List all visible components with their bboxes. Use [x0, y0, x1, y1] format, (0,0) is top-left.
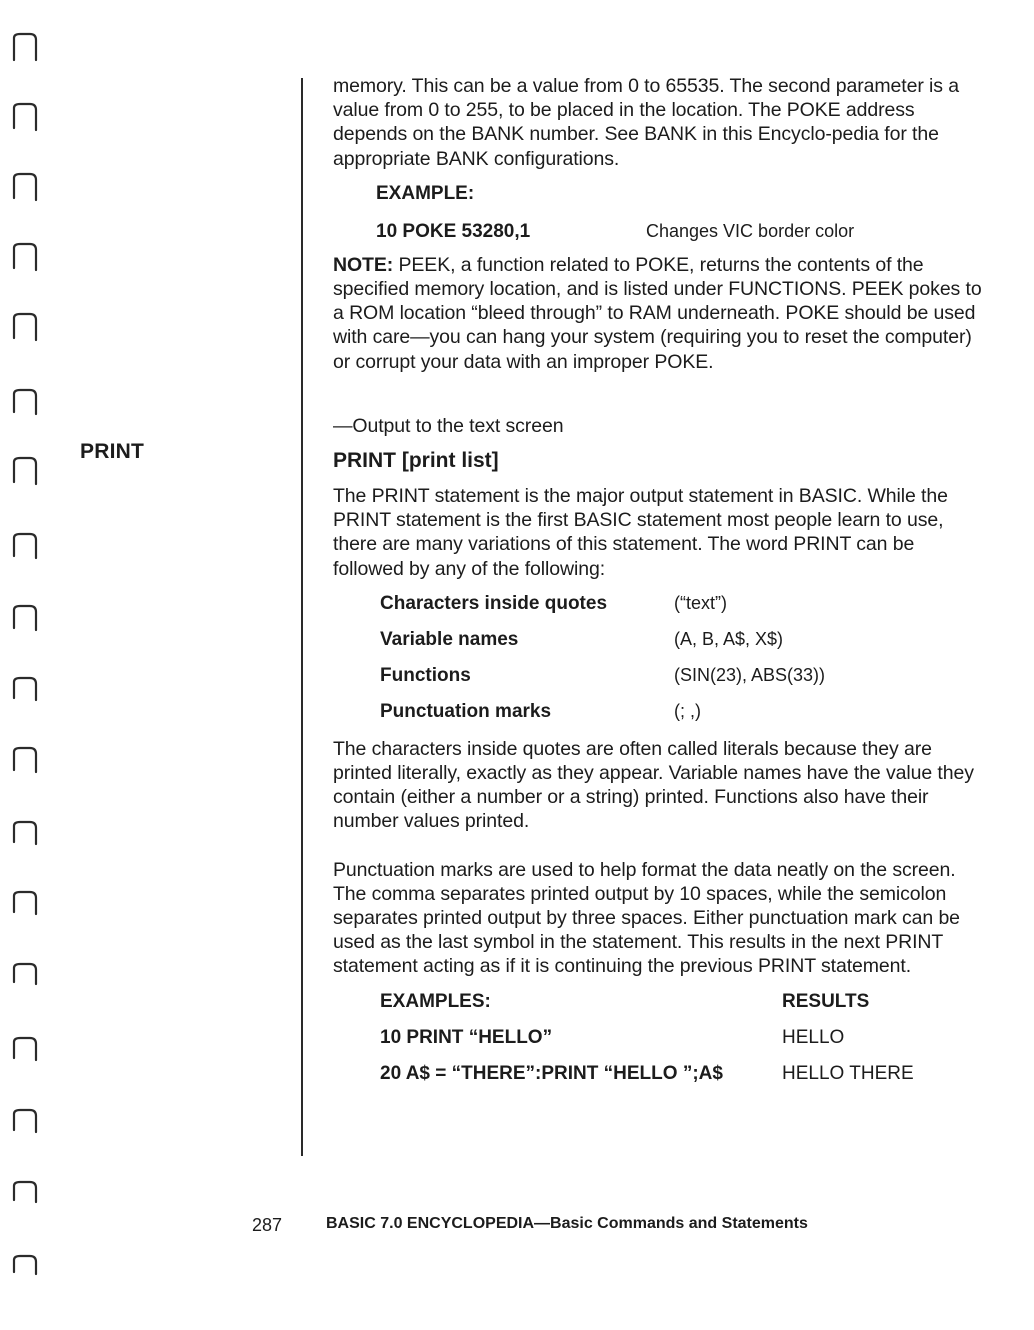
list-item	[380, 593, 983, 629]
item-label: Variable names	[380, 628, 519, 650]
item-example: (“text”)	[674, 592, 727, 613]
literals-paragraph: The characters inside quotes are often called literals because they are printed literally, exactly as they appear. Variable names have the value they contain (either a number or a string) printed. Functions also have their number values printed.	[333, 737, 974, 833]
page-body	[333, 74, 983, 1099]
note-label: NOTE:	[333, 253, 394, 276]
punctuation-paragraph: Punctuation marks are used to help format the data neatly on the screen. The comma separates printed output by 10 spaces, while the semicolon separates printed output by three spaces. Either punctuation mark can be used as the last symbol in the statement. This results in the next PRINT statement acting as if it is continuing the previous PRINT statement.	[333, 858, 960, 978]
note-text: PEEK, a function related to POKE, returns the contents of the specified memory location, and is listed under FUNCTIONS. PEEK pokes to a ROM location “bleed through” to RAM underneath. POKE should be used with care—you can hang your system (requiring you to reset the computer) or corrupt your data with an improper POKE.	[333, 253, 982, 373]
item-label: Characters inside quotes	[380, 592, 608, 614]
example-code: 20 A$ = “THERE”:PRINT “HELLO ”;A$	[380, 1062, 723, 1084]
item-label: Punctuation marks	[380, 700, 552, 722]
poke-tail-paragraph: memory. This can be a value from 0 to 65535. The second parameter is a value from 0 to 255, to be placed in the location. The POKE address depends on the BANK number. See BANK in this Encyclo-pedia for the appropriate BANK configurations.	[333, 75, 959, 170]
running-footer-title: BASIC 7.0 ENCYCLOPEDIA—Basic Commands and Statements	[326, 1215, 808, 1232]
margin-rule	[301, 78, 303, 1156]
item-label: Functions	[380, 664, 471, 686]
results-heading: RESULTS	[782, 990, 870, 1012]
example-result: HELLO	[782, 1026, 845, 1048]
poke-example-row	[376, 221, 983, 241]
example-code: 10 PRINT “HELLO”	[380, 1026, 553, 1048]
note-paragraph	[333, 253, 983, 374]
example-result: HELLO THERE	[782, 1062, 914, 1084]
spiral-binding	[0, 0, 70, 1330]
item-example: (A, B, A$, X$)	[674, 628, 784, 649]
examples-header-row	[380, 991, 983, 1027]
page-number: 287	[252, 1215, 283, 1235]
item-example: (; ,)	[674, 700, 701, 721]
table-row	[380, 1027, 983, 1063]
poke-example-code: 10 POKE 53280,1	[376, 220, 531, 242]
poke-example-description: Changes VIC border color	[646, 220, 855, 241]
print-argument-list	[333, 593, 983, 737]
poke-example-heading: EXAMPLE:	[376, 182, 475, 204]
list-item	[380, 665, 983, 701]
table-row	[380, 1063, 983, 1099]
item-example: (SIN(23), ABS(33))	[674, 664, 826, 685]
list-item	[380, 701, 983, 737]
print-syntax: PRINT [print list]	[333, 449, 499, 473]
print-intro-paragraph: The PRINT statement is the major output statement in BASIC. While the PRINT statement is the first BASIC statement most people learn to use, there are many variations of this statement. The word PRINT can be followed by any of the following:	[333, 485, 948, 580]
examples-table	[333, 991, 983, 1099]
binding-hooks	[0, 0, 70, 1330]
print-subtitle: —Output to the text screen	[333, 414, 564, 437]
examples-heading: EXAMPLES:	[380, 990, 491, 1012]
side-keyword-label: PRINT	[80, 440, 144, 463]
list-item	[380, 629, 983, 665]
